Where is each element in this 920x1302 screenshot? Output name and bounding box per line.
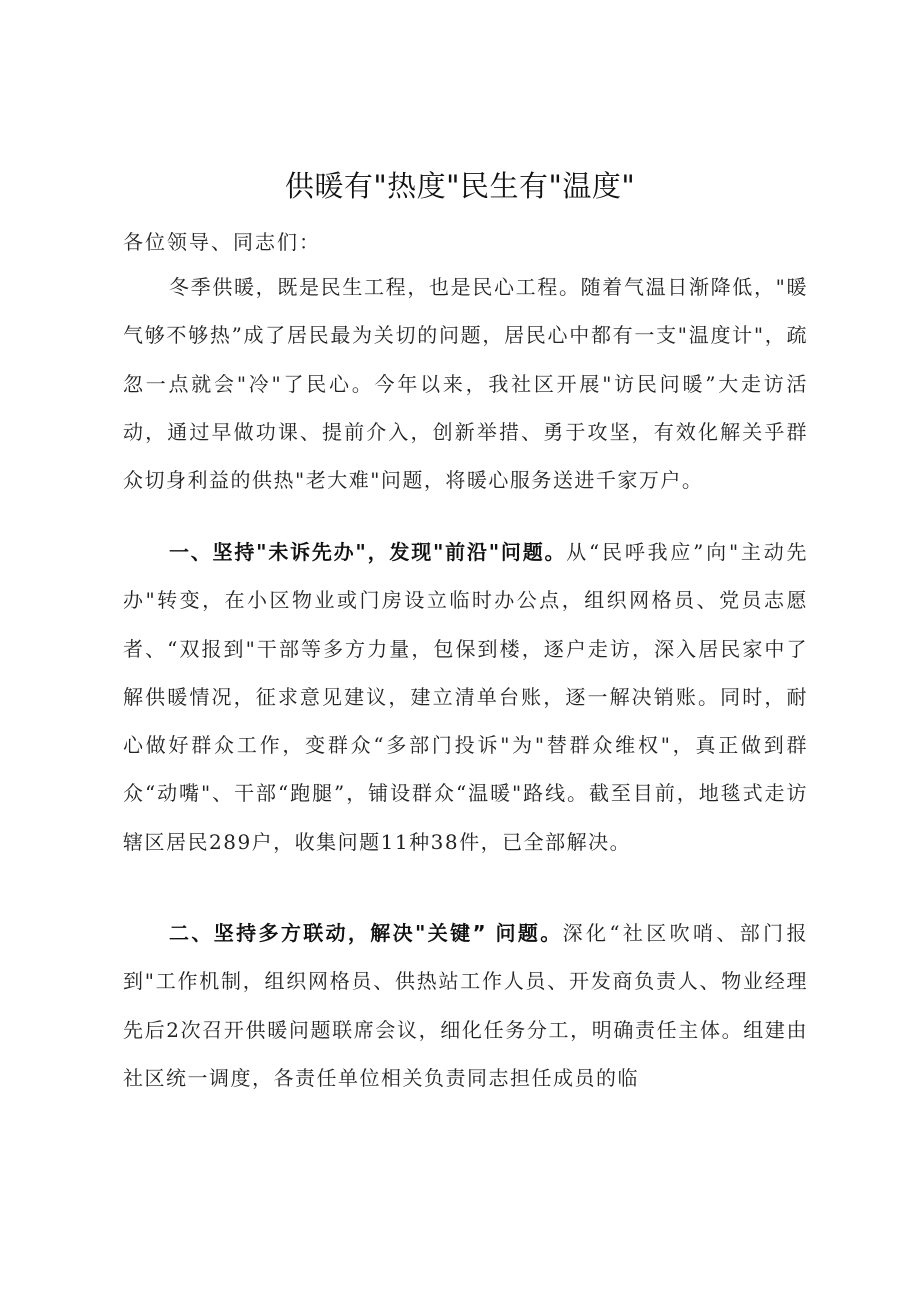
paragraph-intro-text: 冬季供暖，既是民生工程，也是民心工程。随着气温日渐降低，"暖气够不够热”成了居民最为关切的问题，居民心中都有一支"温度计"，疏忽一点就会"冷"了民心。今年以来，我社区开展"访民问暖”大走访活动，通过早做功课、提前介入，创新举措、勇于攻坚，有效化解关乎群众切身利益的供热"老大难"问题，将暖心服务送进千家万户。 bbox=[123, 275, 808, 493]
salutation: 各位领导、同志们： bbox=[123, 230, 321, 254]
section-1-heading: 一、坚持"未诉先办"，发现"前沿"问题。 bbox=[169, 540, 567, 564]
document-title: 供暖有"热度"民生有"温度" bbox=[284, 169, 636, 203]
paragraph-intro bbox=[123, 263, 808, 504]
section-1-text: 从“民呼我应”向"主动先办"转变，在小区物业或门房设立临时办公点，组织网格员、党员志愿者、“双报到"干部等多方力量，包保到楼，逐户走访，深入居民家中了解供暖情况，征求意见建议，建立清单台账，逐一解决销账。同时，耐心做好群众工作，变群众“多部门投诉"为"替群众维权"，真正做到群众“动嘴"、干部“跑腿”，铺设群众“温暖"路线。截至目前，地毯式走访辖区居民289户，收集问题11种38件，已全部解决。 bbox=[123, 540, 808, 854]
paragraph-section-2 bbox=[123, 909, 808, 1102]
paragraph-section-1 bbox=[123, 528, 808, 866]
section-2-heading: 二、坚持多方联动，解决"关键” 问题。 bbox=[169, 921, 563, 945]
section-2-text: 深化“社区吹哨、部门报到"工作机制，组织网格员、供热站工作人员、开发商负责人、物业经理先后2次召开供暖问题联席会议，细化任务分工，明确责任主体。组建由社区统一调度，各责任单位相关负责同志担任成员的临 bbox=[123, 921, 808, 1090]
